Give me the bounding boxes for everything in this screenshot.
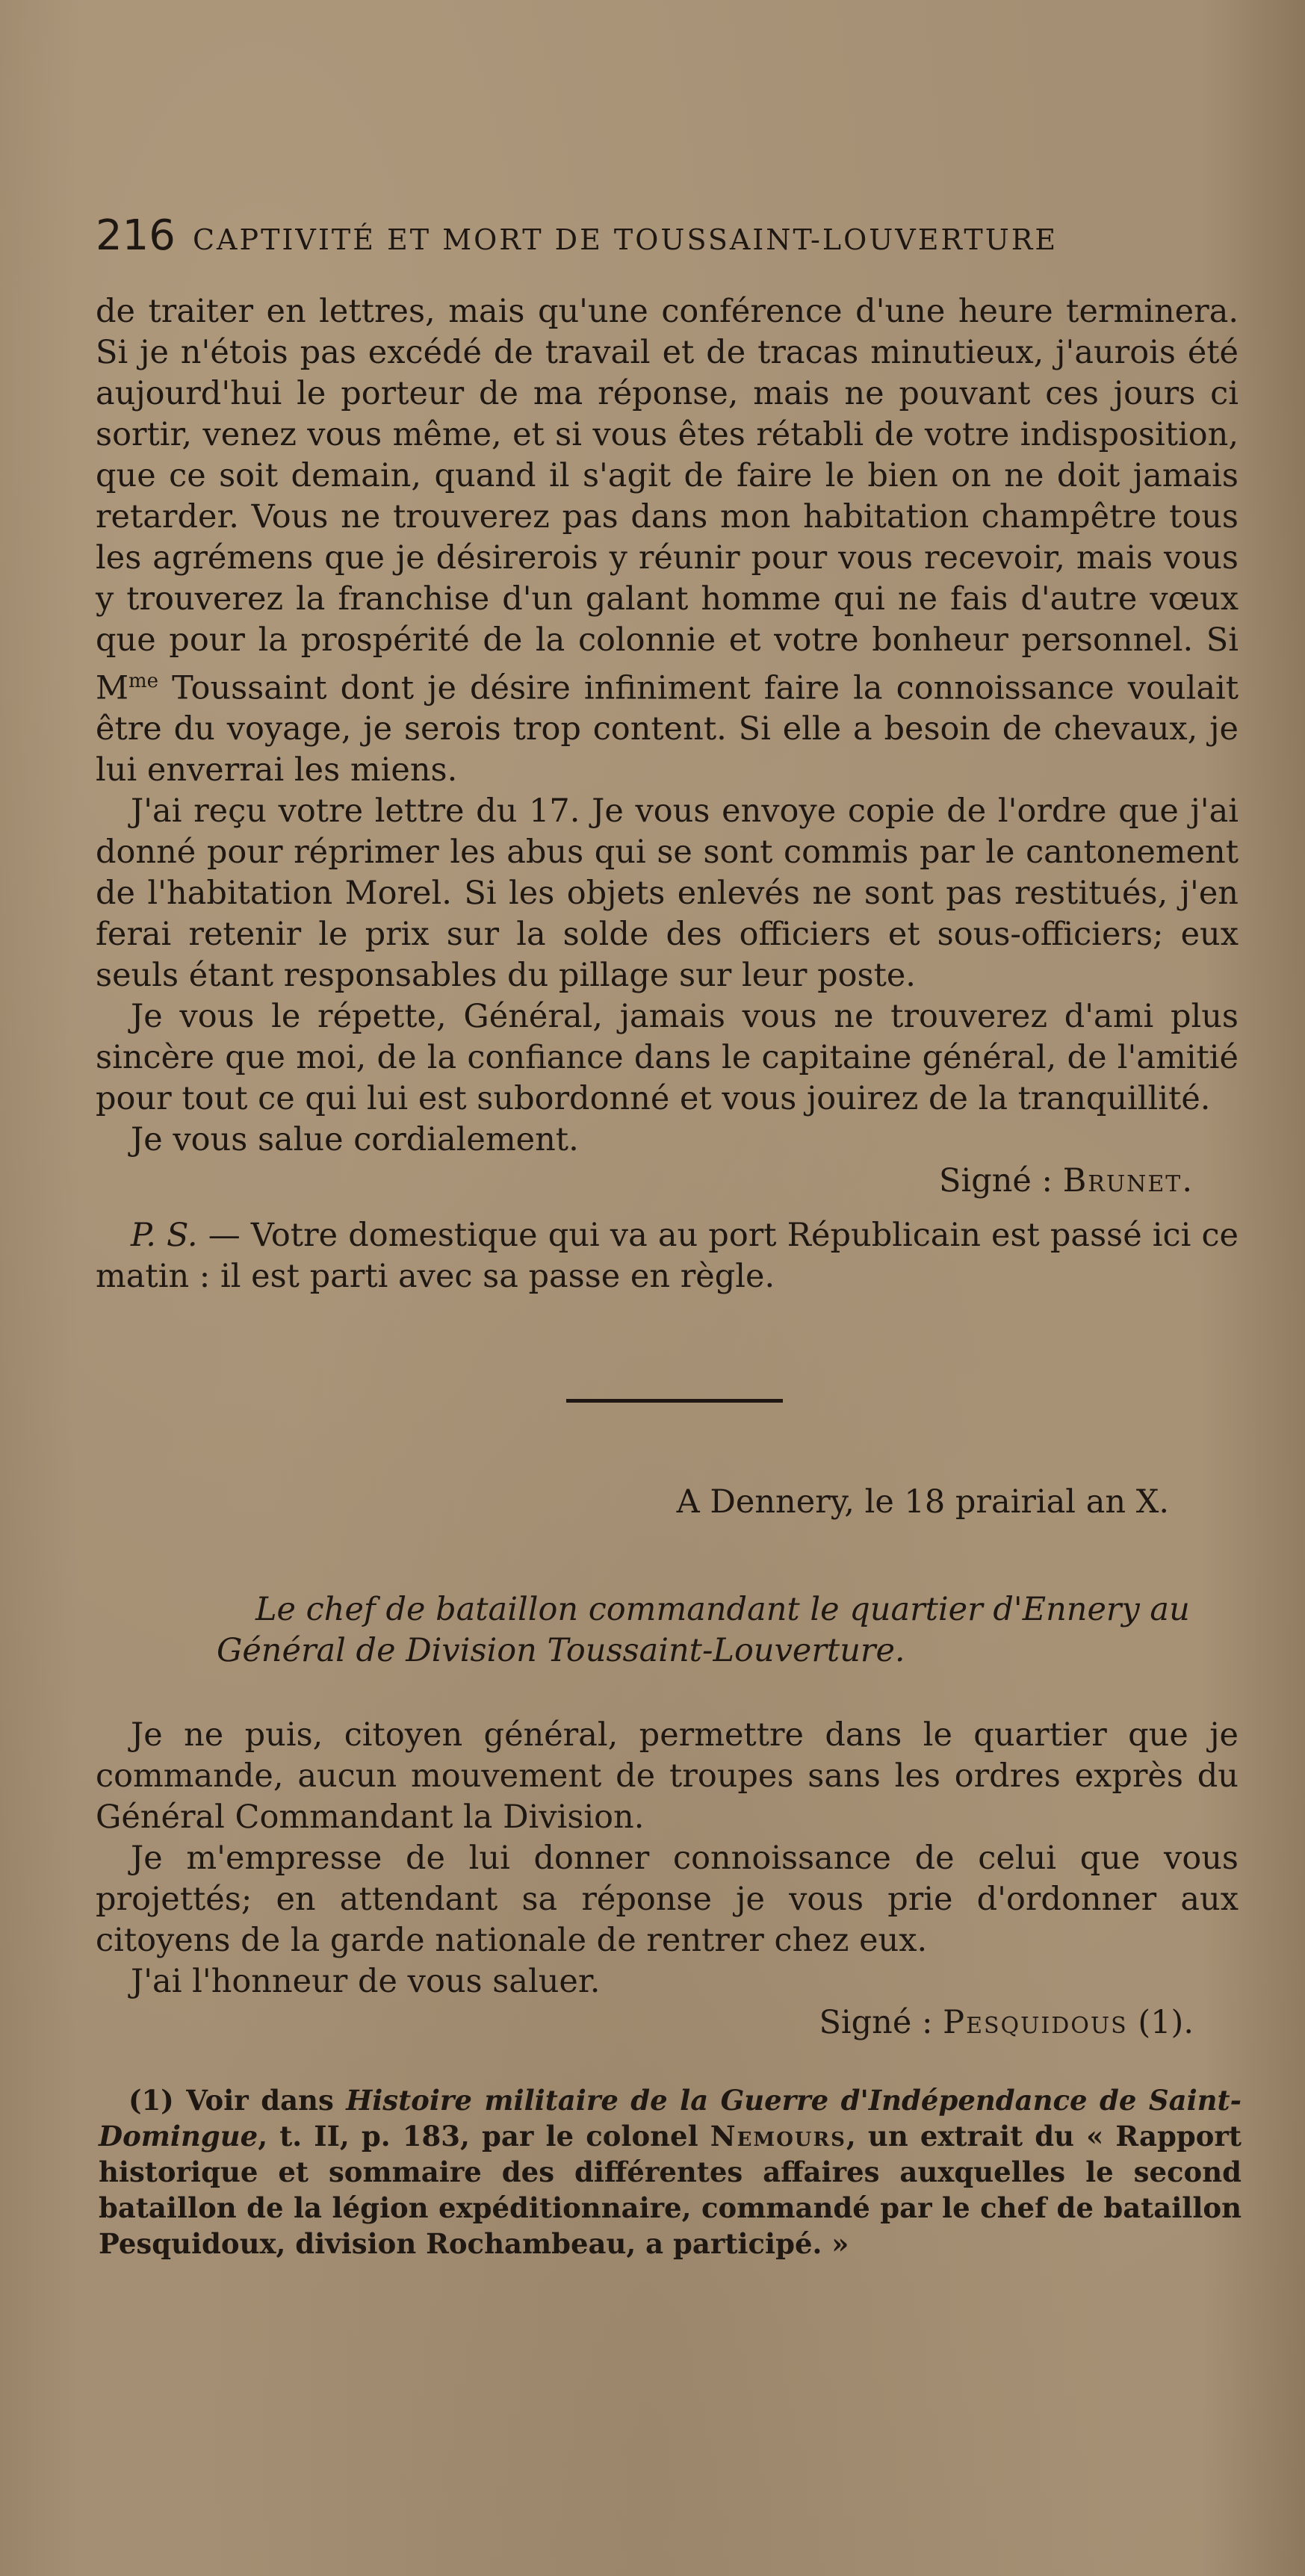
letter1-signature: Signé : Brunet. bbox=[938, 1162, 1194, 1200]
letter2-dateline: A Dennery, le 18 prairial an X. bbox=[676, 1483, 1169, 1521]
letter2-paragraph-2: Je m'empresse de lui donner connoissance de celui que vous projettés; en attendant sa réponse je vous prie d'ordonner aux citoyens de la garde nationale de rentrer chez eux. bbox=[96, 1840, 1239, 1959]
section-divider bbox=[566, 1399, 783, 1403]
running-title: CAPTIVITÉ ET MORT DE TOUSSAINT-LOUVERTURE bbox=[192, 223, 1058, 256]
letter1-paragraph-3: Je vous le répette, Général, jamais vous ne trouverez d'ami plus sincère que moi, de la confiance dans le capitaine général, de l'amitié pour tout ce qui lui est subordonné et vous jouirez de la tranquillité. bbox=[96, 998, 1239, 1118]
letter2-address: Le chef de bataillon commandant le quartier d'Ennery au Général de Division Toussaint-Louverture. bbox=[217, 1591, 1190, 1669]
page-number: 216 bbox=[96, 211, 176, 260]
letter-pesquidous bbox=[96, 1715, 1239, 2043]
footnote: (1) Voir dans Histoire militaire de la Guerre d'Indépendance de Saint-Domingue, t. II, p. 183, par le colonel Nemours, un extrait du « Rapport historique et sommaire des différentes affaires auxquelles le second bataillon de la légion expéditionnaire, commandé par le chef de bataillon Pesquidoux, division Rochambeau, a participé. » bbox=[99, 2084, 1242, 2260]
letter1-paragraph-2: J'ai reçu votre lettre du 17. Je vous envoye copie de l'ordre que j'ai donné pour réprimer les abus qui se sont commis par le cantonement de l'habitation Morel. Si les objets enlevés ne sont pas restitués, j'en ferai retenir le prix sur la solde des officiers et sous-officiers; eux seuls étant responsables du pillage sur leur poste. bbox=[96, 792, 1239, 995]
letter1-paragraph-1: de traiter en lettres, mais qu'une conférence d'une heure terminera. Si je n'étois pas excédé de travail et de tracas minutieux, j'aurois été aujourd'hui le porteur de ma réponse, mais ne pouvant ces jours ci sortir, venez vous même, et si vous êtes rétabli de votre indisposition, que ce soit demain, quand il s'agit de faire le bien on ne doit jamais retarder. Vous ne trouverez pas dans mon habitation champêtre tous les agrémens que je désirerois y réunir pour vous recevoir, mais vous y trouverez la franchise d'un galant homme qui ne fais d'autre vœux que pour la prospérité de la colonnie et votre bonheur personnel. Si $M^{me}$ Toussaint dont je désire infiniment faire la connoissance voulait être du voyage, je serois trop content. Si elle a besoin de chevaux, je lui enverrai les miens. bbox=[96, 293, 1239, 789]
letter2-paragraph-1: Je ne puis, citoyen général, permettre dans le quartier que je commande, aucun mouvement de troupes sans les ordres exprès du Général Commandant la Division. bbox=[96, 1716, 1239, 1836]
page-header bbox=[96, 211, 1156, 260]
letter2-signature: Signé : Pesquidous (1). bbox=[819, 2004, 1194, 2041]
letter1-paragraph-4: Je vous salue cordialement. bbox=[131, 1121, 579, 1159]
letter2-paragraph-3: J'ai l'honneur de vous saluer. bbox=[131, 1963, 601, 2000]
letter1-postscript: P. S. — Votre domestique qui va au port Républicain est passé ici ce matin : il est parti avec sa passe en règle. bbox=[96, 1217, 1239, 1296]
letter-brunet bbox=[96, 291, 1239, 1297]
